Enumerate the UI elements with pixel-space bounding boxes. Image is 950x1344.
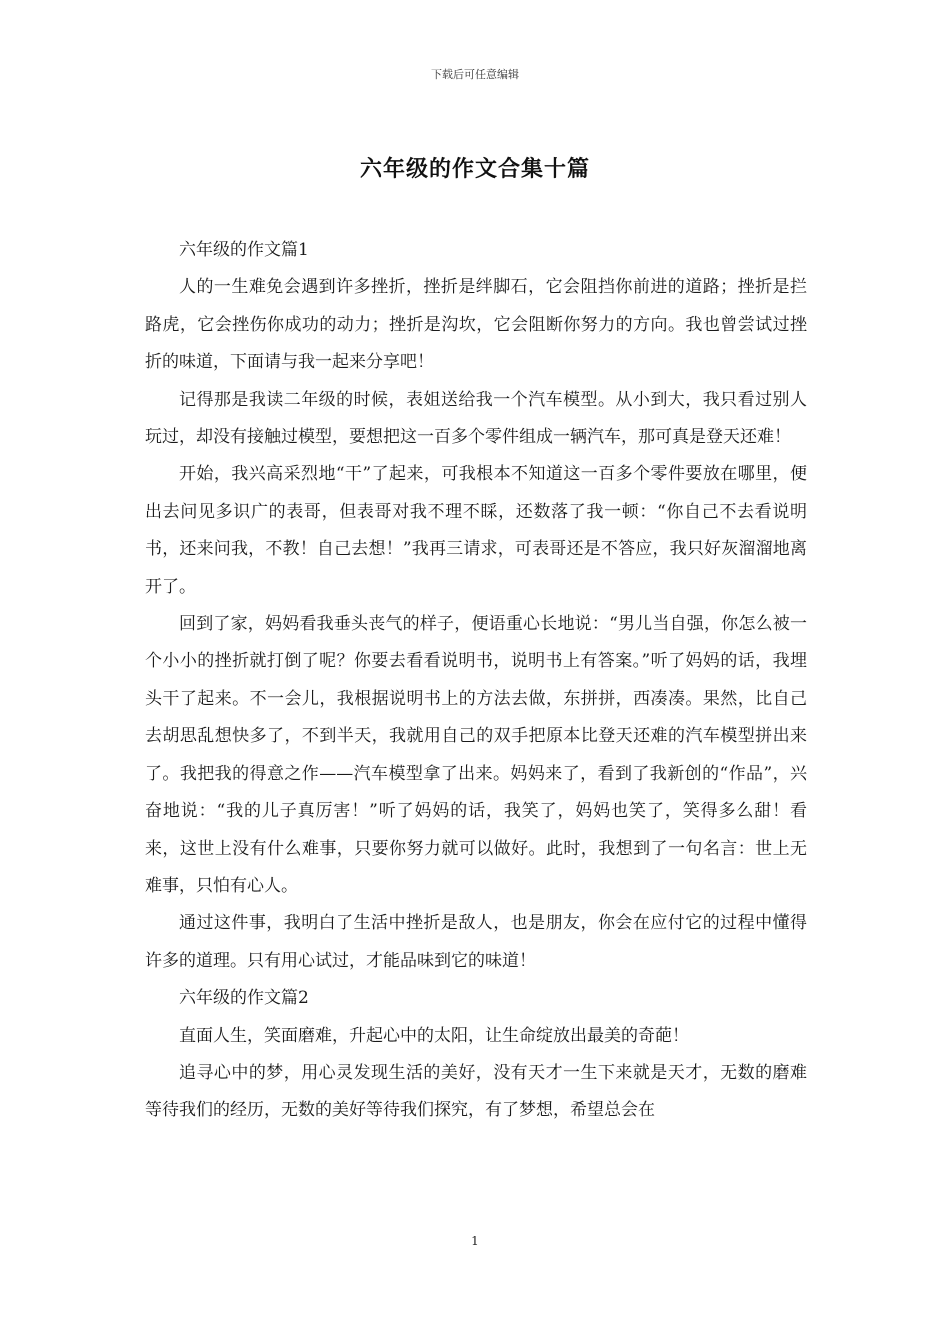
body-paragraph: 回到了家，妈妈看我垂头丧气的样子，便语重心长地说：“男儿当自强，你怎么被一个小小的挫折就打倒了呢？你要去看看说明书，说明书上有答案。”听了妈妈的话，我埋头干了起来。不一会儿，我根据说明书上的方法去做，东拼拼，西凑凑。果然，比自己去胡思乱想快多了，不到半天，我就用自己的双手把原本比登天还难的汽车模型拼出来了。我把我的得意之作——汽车模型拿了出来。妈妈来了，看到了我新创的“作品”，兴奋地说：“我的儿子真厉害！”听了妈妈的话，我笑了，妈妈也笑了，笑得多么甜！看来，这世上没有什么难事，只要你努力就可以做好。此时，我想到了一句名言：世上无难事，只怕有心人。 — [145, 614, 807, 896]
body-paragraph: 开始，我兴高采烈地“干”了起来，可我根本不知道这一百多个零件要放在哪里，便出去问见多识广的表哥，但表哥对我不理不睬，还数落了我一顿：“你自己不去看说明书，还来问我，不教！自己去想！”我再三请求，可表哥还是不答应，我只好灰溜溜地离开了。 — [145, 464, 807, 597]
document-body — [145, 232, 807, 1130]
body-paragraph: 直面人生，笑面磨难，升起心中的太阳，让生命绽放出最美的奇葩！ — [179, 1025, 689, 1046]
body-paragraph: 人的一生难免会遇到许多挫折，挫折是绊脚石，它会阻挡你前进的道路；挫折是拦路虎，它会挫伤你成功的动力；挫折是沟坎，它会阻断你努力的方向。我也曾尝试过挫折的味道，下面请与我一起来分享吧！ — [145, 277, 807, 373]
section-heading: 六年级的作文篇2 — [179, 988, 309, 1009]
body-paragraph: 追寻心中的梦，用心灵发现生活的美好，没有天才一生下来就是天才，无数的磨难等待我们的经历，无数的美好等待我们探究，有了梦想，希望总会在 — [145, 1062, 807, 1121]
page-number: 1 — [471, 1234, 479, 1248]
body-paragraph: 通过这件事，我明白了生活中挫折是敌人，也是朋友，你会在应付它的过程中懂得许多的道理。只有用心试过，才能品味到它的味道！ — [145, 913, 807, 971]
section-heading: 六年级的作文篇1 — [179, 240, 309, 260]
page-header-note: 下载后可任意编辑 — [431, 68, 519, 81]
body-paragraph: 记得那是我读二年级的时候，表姐送给我一个汽车模型。从小到大，我只看过别人玩过，却没有接触过模型，要想把这一百多个零件组成一辆汽车，那可真是登天还难！ — [145, 389, 807, 448]
document-title: 六年级的作文合集十篇 — [359, 156, 590, 182]
